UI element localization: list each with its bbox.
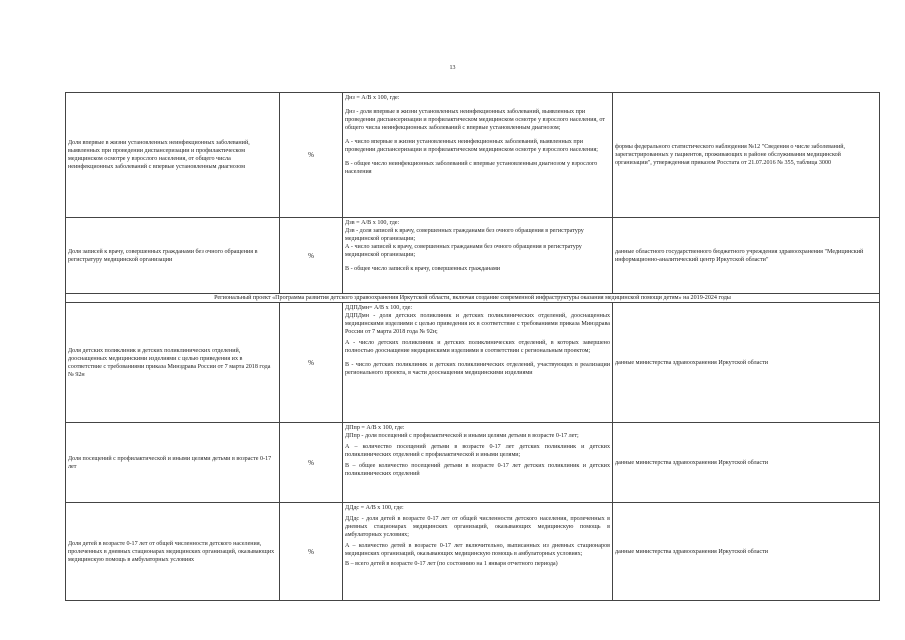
page-number: 13: [449, 65, 456, 71]
formula-line: В – общее количество посещений детьми в возрасте 0-17 лет детских поликлиник и детских поликлинических отделений: [345, 463, 610, 477]
data-source: данные министерства здравоохранения Иркутской области: [613, 303, 880, 423]
section-title: Региональный проект «Программа развития детского здравоохранения Иркутской области, включая создание современной инфраструктуры оказания медицинской помощи детям» на 2019-2024 годы: [66, 294, 880, 303]
formula-line: Дзв = А/В х 100, где:: [345, 220, 400, 226]
formula: [343, 503, 613, 601]
indicators-table: [65, 92, 880, 601]
formula-line: А - число записей к врачу, совершенных гражданами без очного обращения в регистратуру медицинской организации;: [345, 244, 582, 258]
formula-line: ДПпр - доля посещений с профилактической и иными целями детьми в возрасте 0-17 лет;: [345, 433, 579, 439]
data-source: формы федерального статистического наблюдения №12 "Сведения о числе заболеваний, зарегистрированных у пациентов, проживающих в районе обслуживания медицинской организации", утвержденная приказом Росстата от 21.07.2016 № 355, таблица 3000: [613, 93, 880, 218]
table-row: [66, 423, 880, 503]
data-source: данные министерства здравоохранения Иркутской области: [613, 423, 880, 503]
formula-line: А - число впервые в жизни установленных неинфекционных заболеваний, выявленных при проведении диспансеризации и профилактическом медицинском осмотре у взрослого населения;: [345, 139, 598, 153]
unit: %: [280, 303, 343, 423]
indicator-name: Доля записей к врачу, совершенных гражданами без очного обращения в регистратуру медицинской организации: [66, 218, 280, 294]
table-row: [66, 93, 880, 218]
unit: %: [280, 93, 343, 218]
formula: [343, 218, 613, 294]
formula-line: ДДдс - доля детей в возрасте 0-17 лет от общей численности детского населения, пролеченных в дневных стационарах медицинских организаций, оказывающих медицинскую помощь в амбулаторных условиях;: [345, 516, 610, 538]
formula-line: Днз = А/В х 100, где:: [345, 95, 400, 101]
formula-line: В – всего детей в возрасте 0-17 лет (по состоянию на 1 января отчетного периода): [345, 561, 558, 567]
indicator-name: Доля посещений с профилактической и иными целями детьми в возрасте 0-17 лет: [66, 423, 280, 503]
indicator-name: Доля детей в возрасте 0-17 лет от общей численности детского населения, пролеченных в дневных стационарах медицинских организаций, оказывающих медицинскую помощь в амбулаторных условиях: [66, 503, 280, 601]
formula-line: В - общее число записей к врачу, совершенных гражданами: [345, 266, 501, 272]
formula-line: ДДдс = А/В х 100, где:: [345, 505, 404, 511]
formula-line: А - число детских поликлиник и детских поликлинических отделений, в которых завершено полностью дооснащение медицинскими изделиями в соответствии с региональным проектом;: [345, 340, 610, 354]
unit: %: [280, 423, 343, 503]
formula-line: ДДПДмн - доля детских поликлиник и детских поликлинических отделений, дооснащенных медицинскими изделиями с целью приведения их в соответствие с требованиями приказа Минздрава России от 7 марта 2018 года № 92н;: [345, 313, 610, 335]
formula-line: Дзв - доля записей к врачу, совершенных гражданами без очного обращения в регистратуру медицинской организации;: [345, 228, 584, 242]
formula-line: Днз - доля впервые в жизни установленных неинфекционных заболеваний, выявленных при проведении диспансеризации и профилактическом медицинском осмотре у взрослого населения, от общего числа неинфекционных заболеваний с впервые установленным диагнозом;: [345, 109, 605, 131]
indicator-name: Доля впервые в жизни установленных неинфекционных заболеваний, выявленных при проведении диспансеризации и профилактическом медицинском осмотре у взрослого населения, от общего числа неинфекционных заболеваний с впервые установленным диагнозом: [66, 93, 280, 218]
formula-line: А – количество детей в возрасте 0-17 лет включительно, выписанных из дневных стационаров медицинских организаций, оказывающих медицинскую помощь в амбулаторных условиях;: [345, 543, 610, 557]
table-row: [66, 503, 880, 601]
formula: [343, 93, 613, 218]
formula: [343, 303, 613, 423]
formula-line: В - число детских поликлиник и детских поликлинических отделений, участвующих в реализации регионального проекта, в части дооснащения медицинскими изделиями: [345, 362, 610, 376]
formula-line: В - общее число неинфекционных заболеваний с впервые установленным диагнозом у взрослого населения: [345, 161, 598, 175]
formula-line: ДПпр = А/В х 100, где:: [345, 425, 405, 431]
table-row: [66, 303, 880, 423]
formula: [343, 423, 613, 503]
indicator-name: Доля детских поликлиник и детских поликлинических отделений, дооснащенных медицинскими изделиями с целью приведения их в соответствие с требованиями приказа Минздрава России от 7 марта 2018 года № 92н: [66, 303, 280, 423]
unit: %: [280, 503, 343, 601]
formula-line: ДДПДмн= А/В х 100, где:: [345, 305, 413, 311]
unit: %: [280, 218, 343, 294]
data-source: данные областного государственного бюджетного учреждения здравоохранения "Медицинский информационно-аналитический центр Иркутской области": [613, 218, 880, 294]
data-source: данные министерства здравоохранения Иркутской области: [613, 503, 880, 601]
section-row: [66, 294, 880, 303]
table-row: [66, 218, 880, 294]
formula-line: А – количество посещений детьми в возрасте 0-17 лет детских поликлиник и детских поликлинических отделений с профилактической и иными целями;: [345, 444, 610, 458]
